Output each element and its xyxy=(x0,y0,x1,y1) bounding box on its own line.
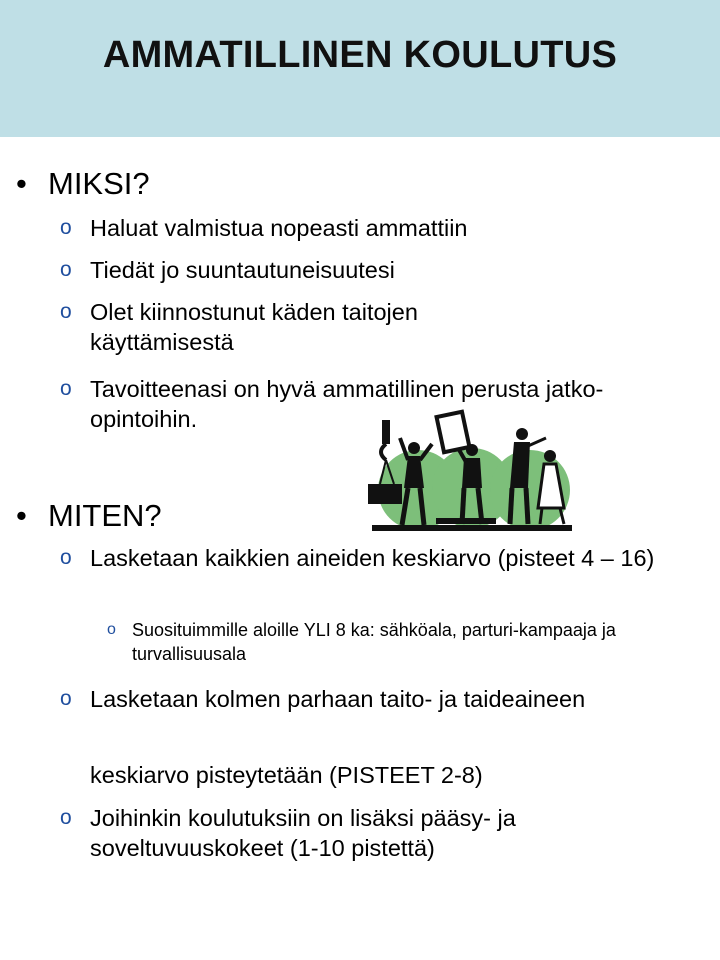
bullet-label: MITEN? xyxy=(48,498,162,533)
sub-bullet-text: Haluat valmistua nopeasti ammattiin xyxy=(90,215,468,241)
sub-sub-bullet-text: Suosituimmille aloille YLI 8 ka: sähköala, parturi-kampaaja ja turvallisuusala xyxy=(132,620,616,664)
sub-bullet-text: Tiedät jo suuntautuneisuutesi xyxy=(90,257,395,283)
sub-marker: o xyxy=(60,216,72,239)
sub-bullet-text: Olet kiinnostunut käden taitojen käyttämisestä xyxy=(90,299,418,355)
sub-marker: o xyxy=(60,377,72,400)
bullet-marker: • xyxy=(16,166,27,201)
sub-bullet-text: Joihinkin koulutuksiin on lisäksi pääsy- ja soveltuvuuskokeet (1-10 pistettä) xyxy=(90,805,516,861)
sub-marker: o xyxy=(60,806,72,829)
continuation-text: keskiarvo pisteytetään (PISTEET 2-8) xyxy=(90,762,483,788)
slide-title: AMMATILLINEN KOULUTUS xyxy=(102,34,618,76)
workers-clipart-icon xyxy=(360,408,580,533)
bullet-label: MIKSI? xyxy=(48,166,150,201)
sub-marker: o xyxy=(60,687,72,710)
sub-bullet-text: Lasketaan kolmen parhaan taito- ja taideaineen xyxy=(90,686,586,712)
title-banner xyxy=(0,0,720,137)
sub-sub-marker: o xyxy=(107,621,116,638)
sub-marker: o xyxy=(60,258,72,281)
bullet-marker: • xyxy=(16,498,27,533)
sub-bullet-text: Lasketaan kaikkien aineiden keskiarvo (pisteet 4 – 16) xyxy=(90,545,655,571)
sub-marker: o xyxy=(60,546,72,569)
sub-bullet-text: Tavoitteenasi on hyvä ammatillinen perusta jatko-opintoihin. xyxy=(90,376,604,432)
sub-marker: o xyxy=(60,300,72,323)
